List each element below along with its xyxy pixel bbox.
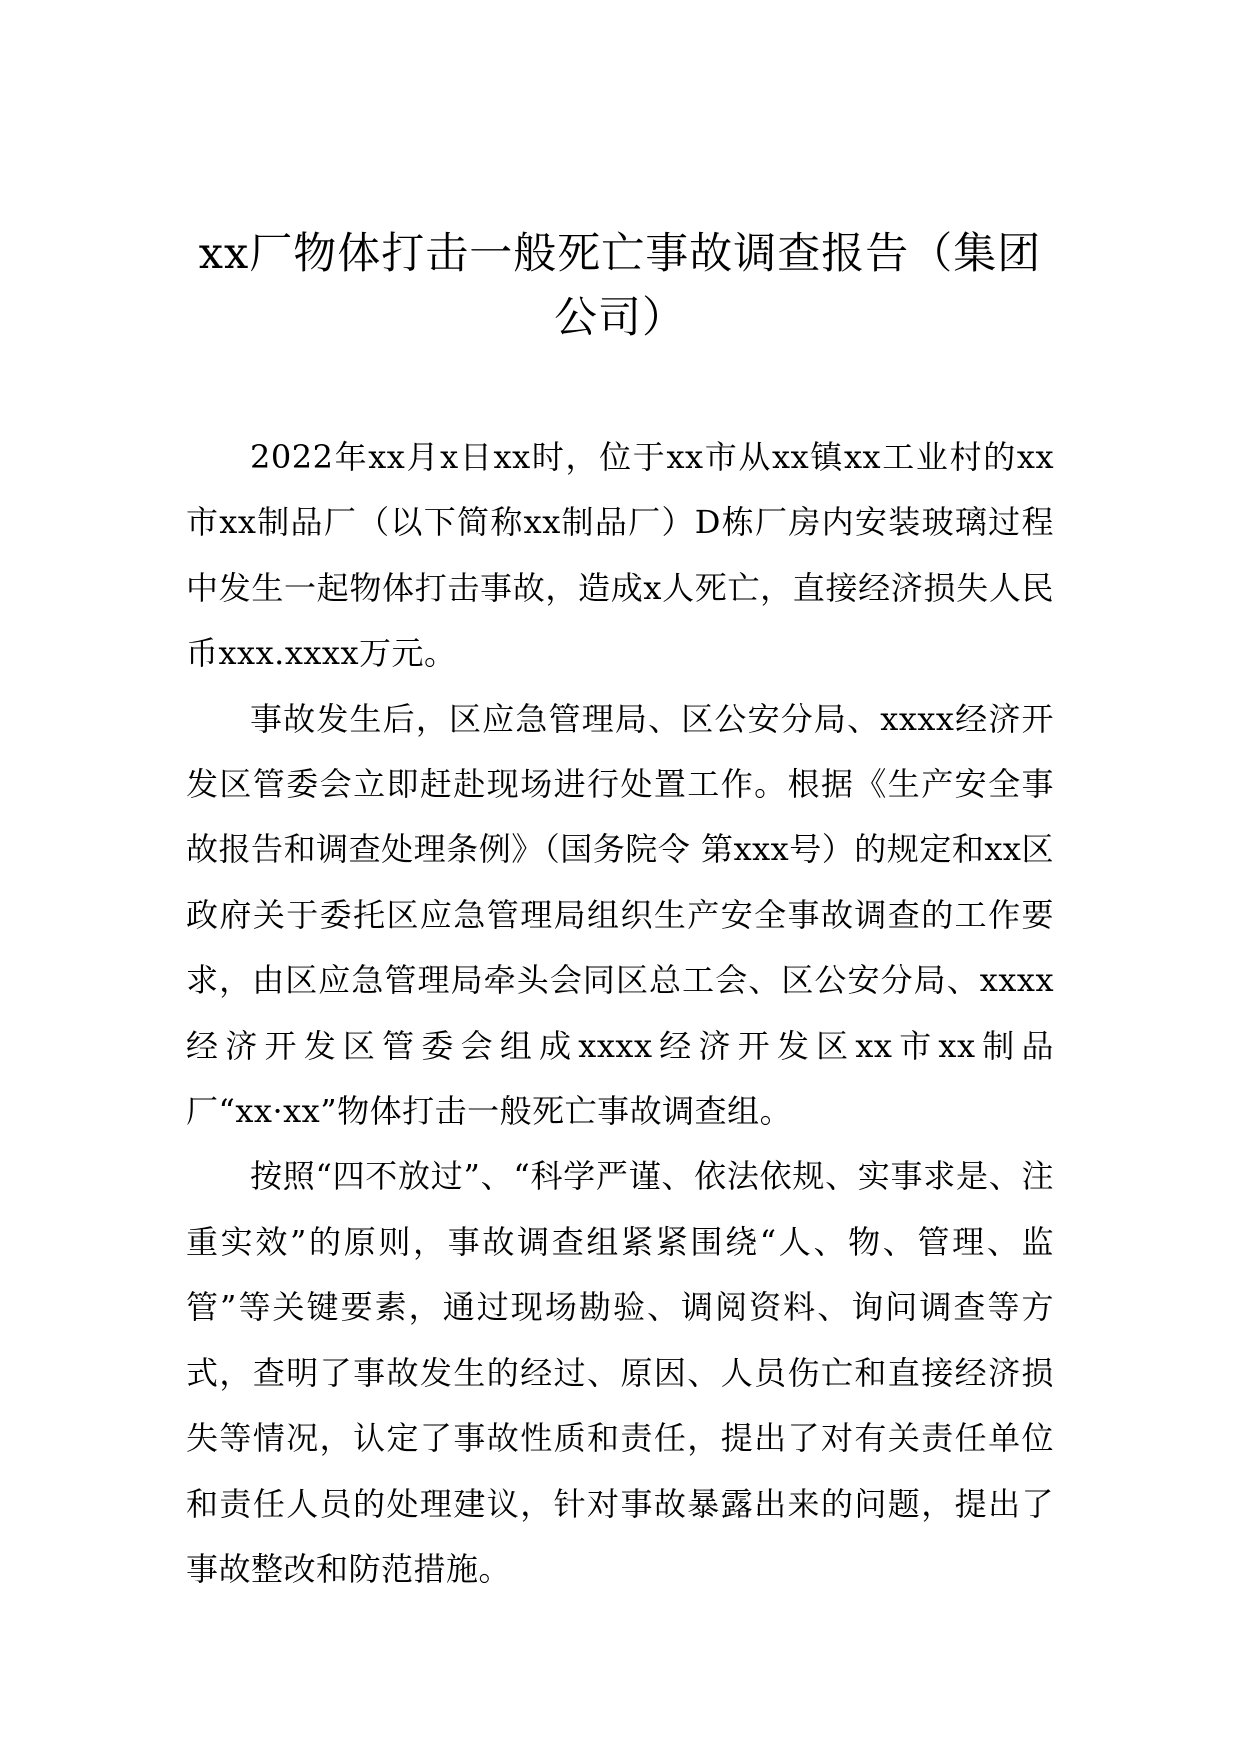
paragraph-2: 事故发生后，区应急管理局、区公安分局、xxxx经济开发区管委会立即赶赴现场进行处置工作。根据《生产安全事故报告和调查处理条例》（国务院令 第xxx号）的规定和xx区政府关于委托区应急管理局组织生产安全事故调查的工作要求，由区应急管理局牵头会同区总工会、区公安分局、xxxx经济开发区管委会组成xxxx经济开发区xx市xx制品厂“xx·xx”物体打击一般死亡事故调查组。: [186, 699, 1054, 1131]
document-body: [186, 425, 1054, 1602]
paragraph-3: 按照“四不放过”、“科学严谨、依法依规、实事求是、注重实效”的原则，事故调查组紧紧围绕“人、物、管理、监管”等关键要素，通过现场勘验、调阅资料、询问调查等方式，查明了事故发生的经过、原因、人员伤亡和直接经济损失等情况，认定了事故性质和责任，提出了对有关责任单位和责任人员的处理建议，针对事故暴露出来的问题，提出了事故整改和防范措施。: [186, 1157, 1054, 1588]
document-title: xx厂物体打击一般死亡事故调查报告（集团公司）: [198, 229, 1042, 343]
paragraph-1: 2022年xx月x日xx时，位于xx市从xx镇xx工业村的xx市xx制品厂（以下简称xx制品厂）D栋厂房内安装玻璃过程中发生一起物体打击事故，造成x人死亡，直接经济损失人民币xxx.xxxx万元。: [186, 438, 1054, 673]
